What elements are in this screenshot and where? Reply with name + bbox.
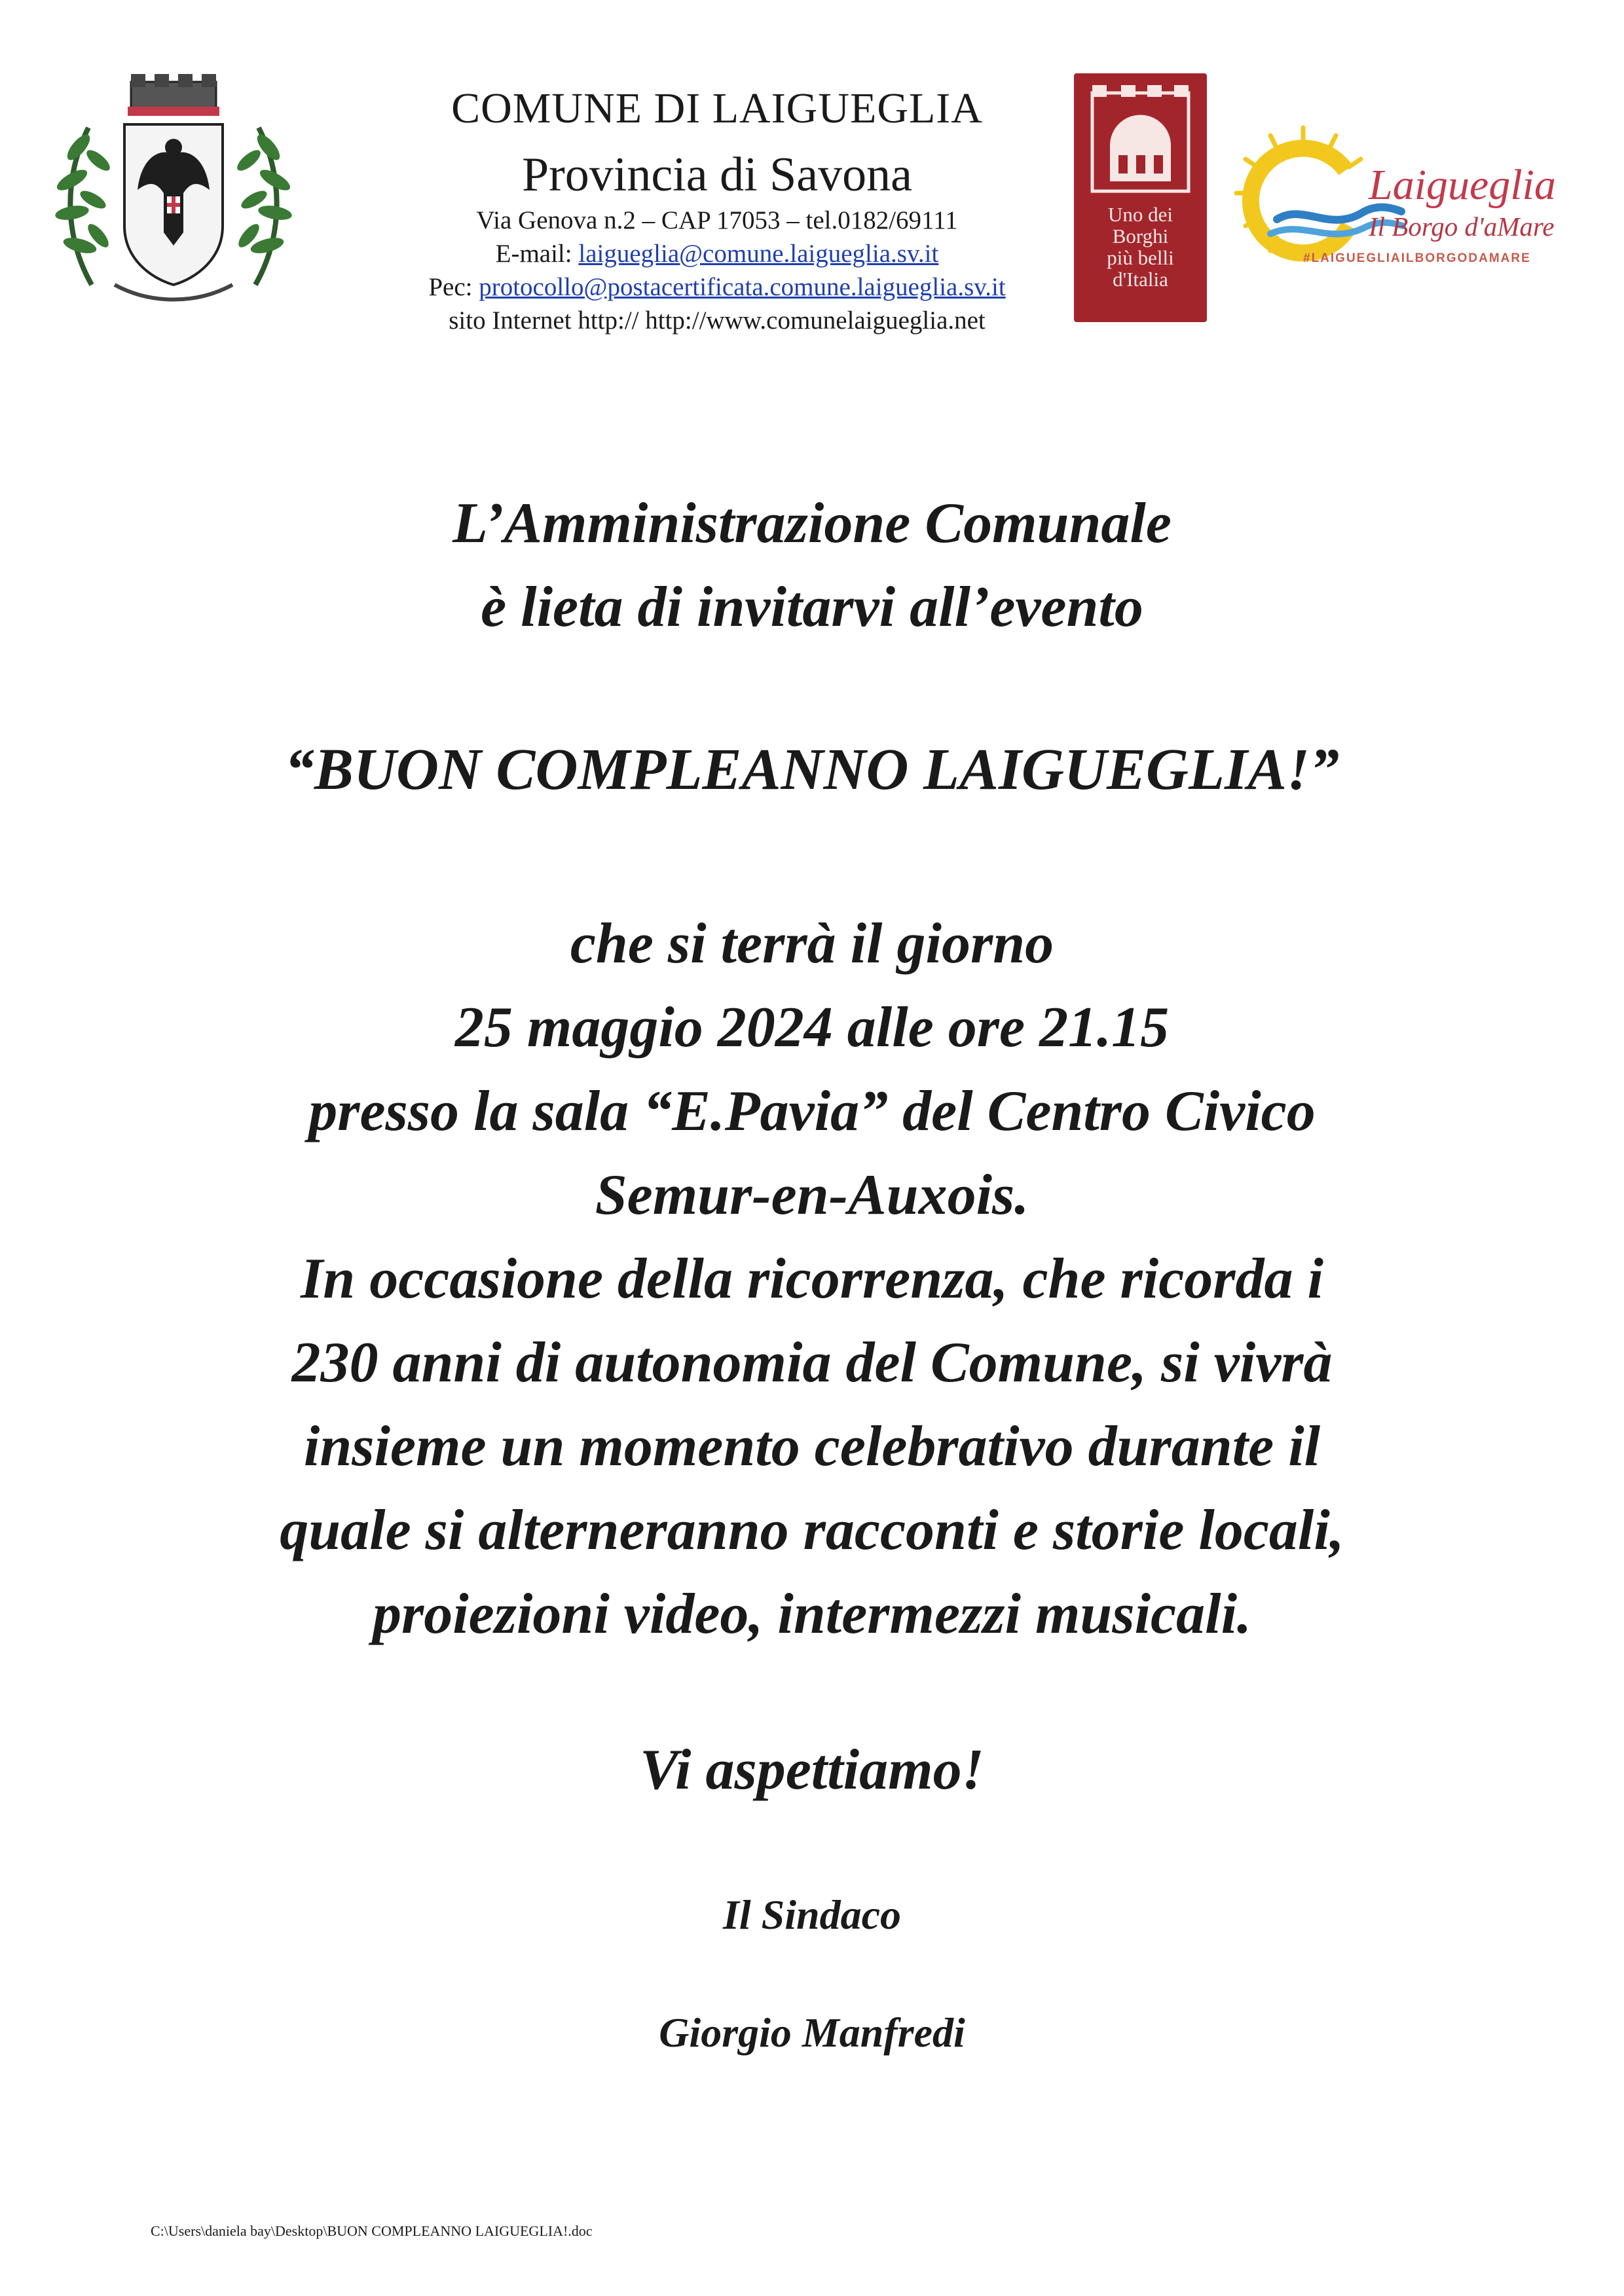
municipal-crest-icon xyxy=(52,69,295,318)
email-line xyxy=(354,240,1080,269)
file-path-footer: C:\Users\daniela bay\Desktop\BUON COMPLEANNO LAIGUEGLIA!.doc xyxy=(151,2223,593,2239)
brand-name: Laigueglia xyxy=(1369,161,1557,209)
tower-icon xyxy=(1074,73,1207,204)
email-label: E-mail: xyxy=(495,240,579,268)
pec-link[interactable]: protocollo@postacertificata.comune.laigueglia.sv.it xyxy=(479,273,1006,301)
details-line: insieme un momento celebrativo durante il xyxy=(303,1415,1321,1478)
signature-name: Giorgio Manfredi xyxy=(659,2009,965,2056)
details-line: 25 maggio 2024 alle ore 21.15 xyxy=(454,996,1170,1059)
event-details xyxy=(0,902,1624,1656)
email-link[interactable]: laigueglia@comune.laigueglia.sv.it xyxy=(578,240,939,268)
pec-label: Pec: xyxy=(428,273,479,301)
details-line: 230 anni di autonomia del Comune, si vivrà xyxy=(291,1331,1333,1394)
brand-subtitle: Il Borgo d'aMare xyxy=(1369,211,1555,242)
brand-hashtag: #LAIGUEGLIAILBORGODAMARE xyxy=(1303,251,1531,265)
borghi-line: Uno dei xyxy=(1107,203,1173,226)
address-line: Via Genova n.2 – CAP 17053 – tel.0182/69111 xyxy=(476,206,958,234)
borghi-line: più belli xyxy=(1107,246,1174,269)
intro-text xyxy=(0,482,1624,649)
province-name: Provincia di Savona xyxy=(521,148,912,202)
borghi-line: d'Italia xyxy=(1113,267,1168,291)
municipality-title: COMUNE DI LAIGUEGLIA xyxy=(451,84,983,132)
details-line: quale si alterneranno racconti e storie locali, xyxy=(280,1499,1344,1562)
details-line: Semur-en-Auxois. xyxy=(595,1163,1029,1227)
intro-line: L’Amministrazione Comunale xyxy=(452,492,1172,555)
borghi-logo-text xyxy=(1074,204,1207,290)
website-line: sito Internet http:// http://www.comunelaigueglia.net xyxy=(449,306,986,335)
details-line: che si terrà il giorno xyxy=(570,912,1054,975)
signature-role: Il Sindaco xyxy=(722,1891,902,1938)
borghi-line: Borghi xyxy=(1112,224,1169,247)
details-line: presso la sala “E.Pavia” del Centro Civico xyxy=(308,1080,1316,1143)
intro-line: è lieta di invitarvi all’evento xyxy=(481,575,1143,639)
pec-line xyxy=(354,273,1080,302)
details-line: proiezioni video, intermezzi musicali. xyxy=(372,1582,1252,1646)
closing-text: Vi aspettiamo! xyxy=(640,1738,984,1802)
details-line: In occasione della ricorrenza, che ricorda i xyxy=(301,1247,1323,1311)
event-title: “BUON COMPLEANNO LAIGUEGLIA!” xyxy=(284,737,1340,802)
